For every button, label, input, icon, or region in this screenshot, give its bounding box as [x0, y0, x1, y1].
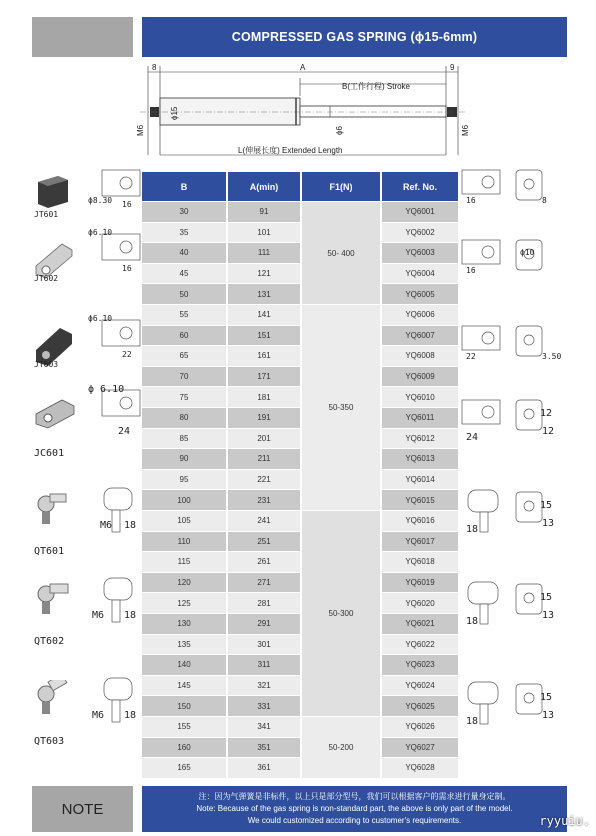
table-row: [142, 614, 458, 635]
part-dim-2: 18: [124, 520, 137, 531]
cell-ref-no: YQ6018: [382, 552, 458, 573]
cell-ref-no: YQ6026: [382, 717, 458, 738]
part-name: JT602: [34, 274, 59, 283]
table-row: [142, 470, 458, 491]
cell-ref-no: YQ6005: [382, 284, 458, 305]
cell-b: 35: [142, 223, 226, 244]
cell-a-min: 201: [228, 429, 300, 450]
page-title: COMPRESSED GAS SPRING (ϕ15-6mm): [142, 17, 567, 57]
table-row: [142, 223, 458, 244]
cell-a-min: 231: [228, 490, 300, 511]
part-drawing: [90, 388, 142, 440]
cell-ref-no: YQ6021: [382, 614, 458, 635]
table-row: [142, 573, 458, 594]
cell-a-min: 281: [228, 593, 300, 614]
table-row: [142, 532, 458, 553]
cell-ref-no: YQ6010: [382, 387, 458, 408]
header-b: B: [142, 172, 228, 201]
cell-ref-no: YQ6017: [382, 532, 458, 553]
cell-a-min: 161: [228, 346, 300, 367]
header-a-min: A(min): [228, 172, 302, 201]
part-drawing-end: [512, 236, 550, 284]
force-range-cell: 50-350: [302, 305, 380, 510]
table-row: [142, 326, 458, 347]
table-row: [142, 387, 458, 408]
cell-a-min: 251: [228, 532, 300, 553]
cell-ref-no: YQ6004: [382, 264, 458, 285]
table-row: [142, 202, 458, 223]
table-row: [142, 284, 458, 305]
part-dim-2: 8: [542, 196, 547, 205]
cell-b: 40: [142, 243, 226, 264]
part-dim-3: 12: [540, 408, 553, 419]
part-photo: [32, 580, 78, 626]
part-dim-1: M6: [92, 710, 105, 721]
cell-b: 155: [142, 717, 226, 738]
cell-a-min: 271: [228, 573, 300, 594]
cell-b: 50: [142, 284, 226, 305]
m6-left-label: M6: [136, 124, 145, 136]
cell-b: 55: [142, 305, 226, 326]
part-dim-1: 18: [466, 524, 479, 535]
table-row: [142, 511, 458, 532]
cell-ref-no: YQ6001: [382, 202, 458, 223]
part-dim-1: ϕ 6.10: [88, 384, 125, 395]
part-dim-2: 13: [542, 518, 555, 529]
part-dim-2: 18: [124, 710, 137, 721]
part-dim-1: 16: [466, 196, 476, 205]
cell-a-min: 311: [228, 655, 300, 676]
part-dim-1: 18: [466, 616, 479, 627]
part-dim-2: 16: [122, 200, 132, 209]
cell-ref-no: YQ6013: [382, 449, 458, 470]
part-dim-2: 13: [542, 610, 555, 621]
m6-right-label: M6: [461, 124, 470, 136]
part-dim-1: ϕ6.10: [88, 228, 113, 237]
table-header: [142, 172, 458, 201]
cell-a-min: 211: [228, 449, 300, 470]
cell-a-min: 171: [228, 367, 300, 388]
cell-ref-no: YQ6008: [382, 346, 458, 367]
cell-b: 85: [142, 429, 226, 450]
force-range-cell: 50-300: [302, 511, 380, 716]
table-row: [142, 429, 458, 450]
cell-a-min: 191: [228, 408, 300, 429]
cell-a-min: 301: [228, 635, 300, 656]
header-ref-no: Ref. No.: [382, 172, 458, 201]
part-dim-2: 3.50: [542, 352, 562, 361]
part-name: JC601: [34, 448, 65, 459]
table-row: [142, 367, 458, 388]
cell-b: 95: [142, 470, 226, 491]
part-name: JT601: [34, 210, 59, 219]
cell-b: 145: [142, 676, 226, 697]
part-dim-1: M6: [100, 520, 113, 531]
cell-ref-no: YQ6015: [382, 490, 458, 511]
cell-a-min: 351: [228, 738, 300, 759]
part-dim-1: ϕ8.30: [88, 196, 113, 205]
cell-b: 120: [142, 573, 226, 594]
dia15-label: ϕ15: [170, 106, 179, 120]
dim-9: 9: [450, 63, 455, 72]
table-row: [142, 738, 458, 759]
cell-ref-no: YQ6009: [382, 367, 458, 388]
note-line-cn: 注：因为气弹簧是非标件，以上只是部分型号，我们可以根据客户的需求进行量身定制。: [198, 792, 511, 801]
part-drawing: [90, 232, 142, 284]
watermark: ryyuiu.: [539, 814, 590, 828]
cell-b: 110: [142, 532, 226, 553]
part-dim-1: 22: [466, 352, 476, 361]
cell-ref-no: YQ6014: [382, 470, 458, 491]
table-row: [142, 593, 458, 614]
table-row: [142, 635, 458, 656]
cell-a-min: 291: [228, 614, 300, 635]
table-row: [142, 408, 458, 429]
cell-a-min: 111: [228, 243, 300, 264]
cell-a-min: 261: [228, 552, 300, 573]
cell-b: 80: [142, 408, 226, 429]
cell-b: 60: [142, 326, 226, 347]
table-row: [142, 346, 458, 367]
cell-ref-no: YQ6019: [382, 573, 458, 594]
header-f1: F1(N): [302, 172, 382, 201]
cell-a-min: 341: [228, 717, 300, 738]
cell-ref-no: YQ6007: [382, 326, 458, 347]
part-dim-1: 18: [466, 716, 479, 727]
table-row: [142, 696, 458, 717]
table-row: [142, 676, 458, 697]
cell-a-min: 331: [228, 696, 300, 717]
cell-b: 105: [142, 511, 226, 532]
part-drawing-end: [512, 166, 550, 214]
cell-a-min: 151: [228, 326, 300, 347]
cell-a-min: 181: [228, 387, 300, 408]
cell-ref-no: YQ6012: [382, 429, 458, 450]
part-name: QT602: [34, 636, 65, 647]
dia6-label: ϕ6: [335, 126, 344, 135]
part-dim-2: 24: [118, 426, 131, 437]
part-dim-1: 16: [466, 266, 476, 275]
part-dim-2: 16: [122, 264, 132, 273]
part-drawing: [90, 318, 142, 370]
cell-b: 70: [142, 367, 226, 388]
part-drawing-side: [460, 322, 506, 370]
cell-a-min: 141: [228, 305, 300, 326]
table-row: [142, 717, 458, 738]
dim-8: 8: [152, 63, 157, 72]
cell-b: 130: [142, 614, 226, 635]
cell-ref-no: YQ6027: [382, 738, 458, 759]
cell-b: 160: [142, 738, 226, 759]
cell-a-min: 101: [228, 223, 300, 244]
cell-b: 75: [142, 387, 226, 408]
part-dim-1: ϕ6.10: [88, 314, 113, 323]
part-dim-2: ϕ10: [520, 248, 535, 257]
stroke-label: B(工作行程) Stroke: [342, 82, 411, 91]
note-text: [142, 786, 567, 832]
part-drawing-end: [512, 322, 550, 370]
cell-a-min: 321: [228, 676, 300, 697]
cell-ref-no: YQ6025: [382, 696, 458, 717]
cell-b: 165: [142, 758, 226, 779]
cell-ref-no: YQ6023: [382, 655, 458, 676]
cell-b: 150: [142, 696, 226, 717]
cell-a-min: 121: [228, 264, 300, 285]
table-row: [142, 552, 458, 573]
part-dim-3: 15: [540, 500, 553, 511]
cell-a-min: 361: [228, 758, 300, 779]
part-name: QT603: [34, 736, 65, 747]
note-label: NOTE: [32, 786, 133, 832]
part-dim-3: 15: [540, 592, 553, 603]
cell-b: 125: [142, 593, 226, 614]
table-row: [142, 449, 458, 470]
part-name: JT603: [34, 360, 59, 369]
cell-b: 115: [142, 552, 226, 573]
cell-b: 45: [142, 264, 226, 285]
part-drawing-side: [460, 166, 506, 214]
cell-b: 65: [142, 346, 226, 367]
part-drawing: [90, 168, 142, 220]
cell-ref-no: YQ6003: [382, 243, 458, 264]
cell-ref-no: YQ6011: [382, 408, 458, 429]
part-dim-2: 12: [542, 426, 555, 437]
part-dim-1: 24: [466, 432, 479, 443]
part-drawing-side: [460, 236, 506, 284]
part-dim-2: 18: [124, 610, 137, 621]
cell-ref-no: YQ6028: [382, 758, 458, 779]
extended-length-label: L(伸展长度) Extended Length: [238, 146, 343, 155]
cell-b: 135: [142, 635, 226, 656]
force-range-cell: 50-200: [302, 717, 380, 778]
part-photo: [32, 680, 78, 726]
note-line-en2: We could customized according to customer's requirements.: [247, 816, 462, 825]
cell-b: 140: [142, 655, 226, 676]
note-line-en1: Note: Because of the gas spring is non-standard part, the above is only part of the model.: [196, 804, 513, 813]
cell-ref-no: YQ6024: [382, 676, 458, 697]
cell-b: 90: [142, 449, 226, 470]
part-dim-2: 13: [542, 710, 555, 721]
table-row: [142, 305, 458, 326]
dim-a: A: [300, 63, 306, 72]
cell-ref-no: YQ6006: [382, 305, 458, 326]
cell-a-min: 91: [228, 202, 300, 223]
cell-a-min: 221: [228, 470, 300, 491]
cell-ref-no: YQ6002: [382, 223, 458, 244]
table-row: [142, 243, 458, 264]
cell-b: 100: [142, 490, 226, 511]
part-photo: [32, 490, 78, 536]
header-gray-block: [32, 17, 133, 57]
cell-ref-no: YQ6016: [382, 511, 458, 532]
cell-a-min: 241: [228, 511, 300, 532]
cell-ref-no: YQ6020: [382, 593, 458, 614]
part-dim-3: 15: [540, 692, 553, 703]
table-row: [142, 490, 458, 511]
cell-ref-no: YQ6022: [382, 635, 458, 656]
gas-spring-drawing: [130, 60, 475, 172]
table-row: [142, 655, 458, 676]
table-row: [142, 758, 458, 779]
part-dim-2: 22: [122, 350, 132, 359]
table-row: [142, 264, 458, 285]
cell-a-min: 131: [228, 284, 300, 305]
part-dim-1: M6: [92, 610, 105, 621]
cell-b: 30: [142, 202, 226, 223]
part-photo: [32, 392, 78, 438]
force-range-cell: 50- 400: [302, 202, 380, 304]
part-name: QT601: [34, 546, 65, 557]
